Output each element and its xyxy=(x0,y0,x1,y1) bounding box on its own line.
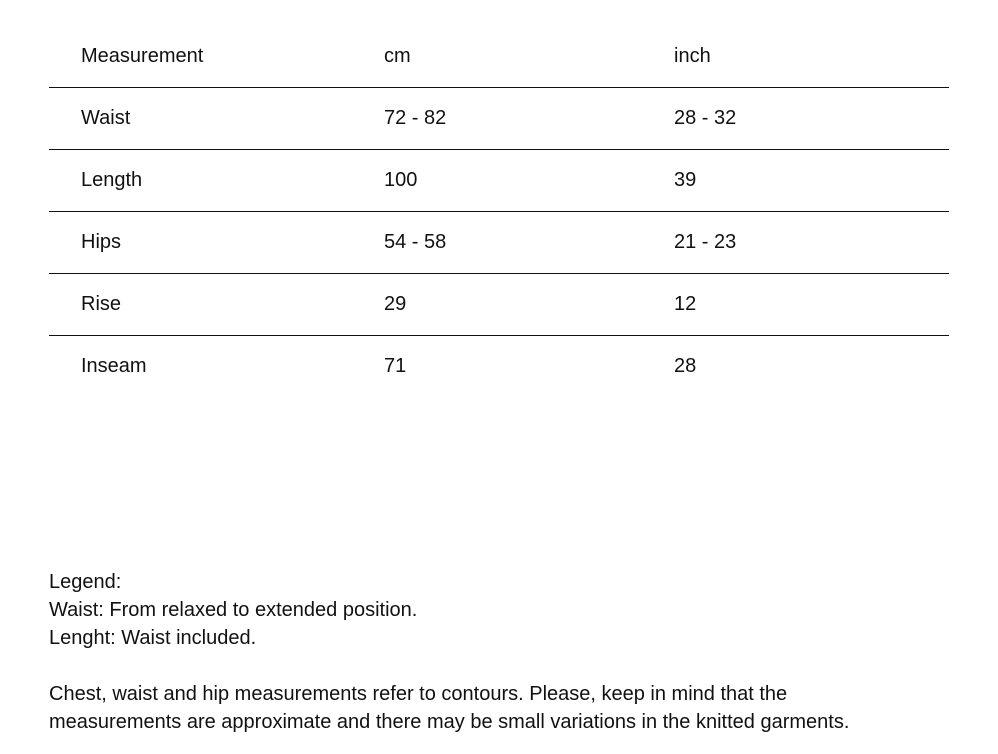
legend-waist-note: Waist: From relaxed to extended position. xyxy=(49,599,418,621)
row-label: Waist xyxy=(49,88,384,150)
size-table xyxy=(49,26,949,397)
legend-length-note: Lenght: Waist included. xyxy=(49,627,257,649)
cm-value: 29 xyxy=(384,274,674,336)
row-label: Inseam xyxy=(81,355,147,377)
row-label: Rise xyxy=(49,274,384,336)
column-header-cm: cm xyxy=(384,26,674,88)
legend-title: Legend: xyxy=(49,571,122,593)
cm-value: 54 - 58 xyxy=(384,212,674,274)
inch-value: 28 xyxy=(674,355,697,377)
column-header-measurement: Measurement xyxy=(49,26,384,88)
row-label: Length xyxy=(49,150,384,212)
table-row-hips xyxy=(49,212,949,274)
inch-value: 39 xyxy=(674,150,949,212)
inch-value: 21 - 23 xyxy=(674,212,949,274)
inch-value: 28 - 32 xyxy=(674,88,949,150)
legend-block xyxy=(49,568,979,736)
inch-value: 12 xyxy=(674,274,949,336)
legend-spacer xyxy=(49,652,979,680)
cm-value: 72 - 82 xyxy=(384,88,674,150)
measurement-disclaimer-line-1: Chest, waist and hip measurements refer to contours. Please, keep in mind that the xyxy=(49,683,788,705)
cm-value: 100 xyxy=(384,150,674,212)
table-row-inseam xyxy=(49,336,949,398)
cm-value: 71 xyxy=(384,355,407,377)
column-header-inch: inch xyxy=(674,26,949,88)
table-header-row xyxy=(49,26,949,88)
row-label: Hips xyxy=(49,212,384,274)
table-row-length xyxy=(49,150,949,212)
measurement-disclaimer-line-2: measurements are approximate and there may be small variations in the knitted garments. xyxy=(49,711,850,733)
table-row-rise xyxy=(49,274,949,336)
table-row-waist xyxy=(49,88,949,150)
